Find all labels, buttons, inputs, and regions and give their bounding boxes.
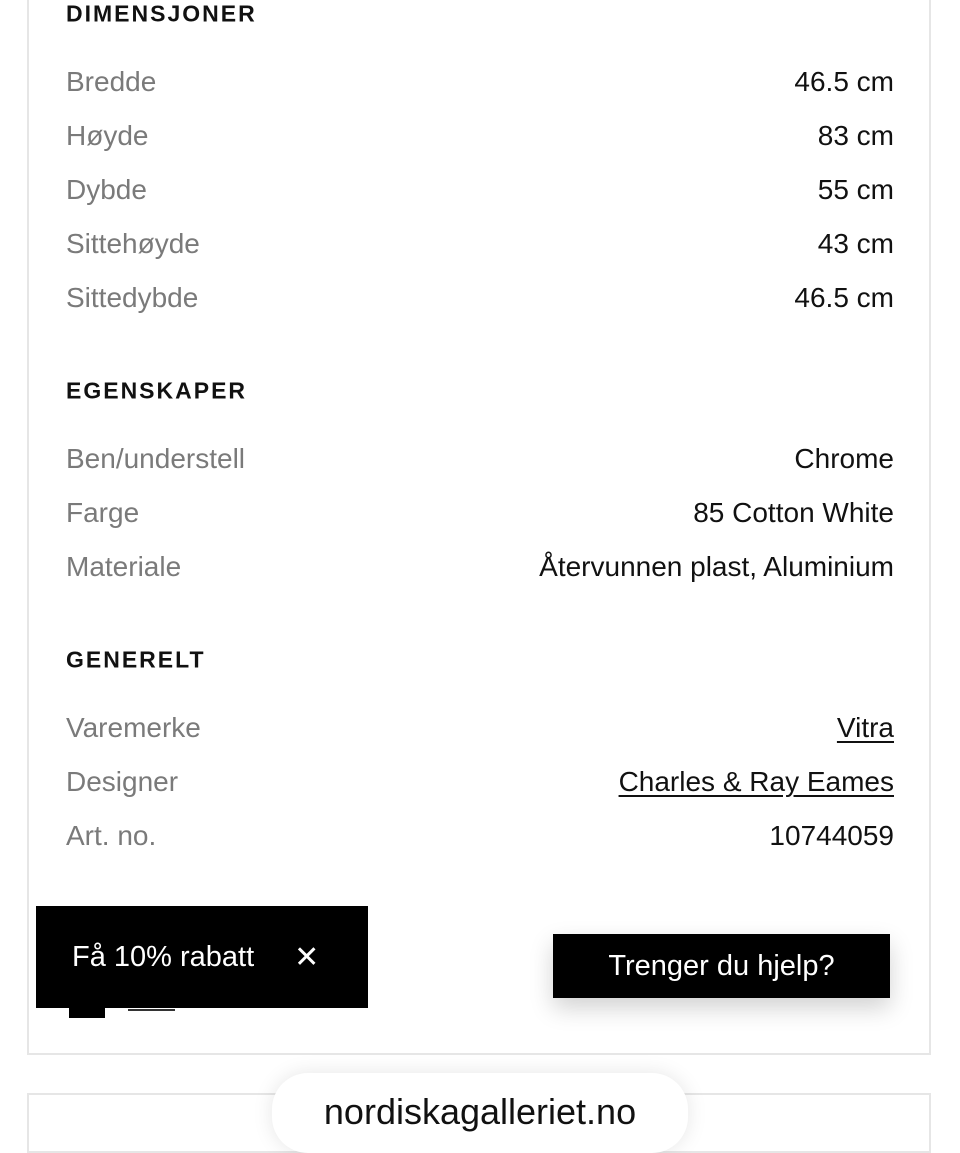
spec-value: 85 Cotton White <box>693 497 894 528</box>
spec-label: Ben/understell <box>66 443 246 474</box>
url-text: nordiskagalleriet.no <box>323 1091 637 1132</box>
hidden-element <box>69 1008 105 1018</box>
spec-label: Farge <box>66 497 140 528</box>
spec-row <box>66 282 894 314</box>
spec-value: 46.5 cm <box>794 66 894 97</box>
designer-link[interactable]: Charles & Ray Eames <box>618 766 894 797</box>
spec-value: 10744059 <box>769 820 894 851</box>
spec-row <box>66 712 894 744</box>
spec-row <box>66 820 894 852</box>
discount-promo-banner[interactable] <box>36 906 368 1008</box>
spec-label: Varemerke <box>66 712 201 743</box>
spec-value: 43 cm <box>817 228 894 259</box>
spec-label: Materiale <box>66 551 182 582</box>
spec-row <box>66 66 894 98</box>
close-icon[interactable]: ✕ <box>294 940 320 974</box>
spec-row <box>66 551 894 583</box>
spec-label: Dybde <box>66 174 147 205</box>
spec-label: Høyde <box>66 120 149 151</box>
spec-value: 83 cm <box>817 120 894 151</box>
spec-row <box>66 228 894 260</box>
spec-label: Designer <box>66 766 179 797</box>
spec-label: Sittedybde <box>66 282 199 313</box>
spec-row <box>66 766 894 798</box>
spec-label: Bredde <box>66 66 157 97</box>
spec-row <box>66 174 894 206</box>
help-button[interactable]: Trenger du hjelp? <box>553 934 890 998</box>
spec-value: Chrome <box>794 443 894 474</box>
spec-value: 46.5 cm <box>794 282 894 313</box>
promo-label[interactable]: Få 10% rabatt <box>72 940 255 973</box>
spec-value: Återvunnen plast, Aluminium <box>539 551 894 582</box>
hidden-element <box>128 1009 175 1011</box>
section-heading-dimensions: DIMENSJONER <box>66 0 257 27</box>
spec-row <box>66 443 894 475</box>
spec-label: Sittehøyde <box>66 228 200 259</box>
brand-link[interactable]: Vitra <box>836 712 894 743</box>
section-heading-properties: EGENSKAPER <box>66 377 248 404</box>
spec-label: Art. no. <box>66 820 157 851</box>
browser-url-bar[interactable] <box>272 1073 688 1153</box>
spec-row <box>66 120 894 152</box>
spec-row <box>66 497 894 529</box>
spec-value: 55 cm <box>817 174 894 205</box>
section-heading-general: GENERELT <box>66 646 206 673</box>
